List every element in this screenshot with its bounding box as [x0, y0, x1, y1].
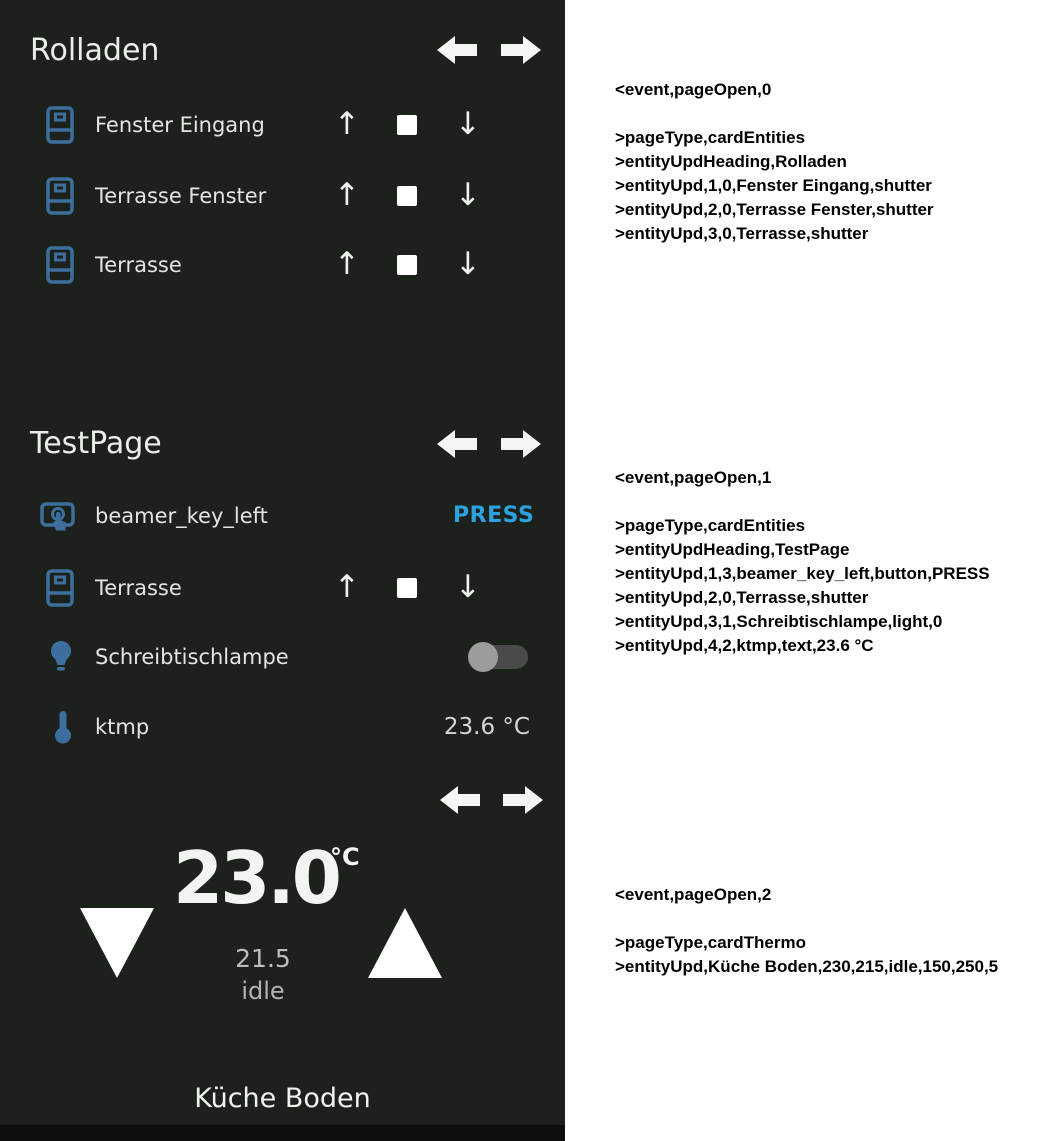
entity-name: Fenster Eingang [95, 113, 265, 137]
protocol-line: <event,pageOpen,0 [615, 80, 772, 99]
light-toggle[interactable] [468, 642, 528, 672]
toggle-knob [468, 642, 498, 672]
shutter-up-button[interactable]: ↑ [334, 177, 360, 213]
page-next-button[interactable] [501, 428, 541, 460]
entity-name: beamer_key_left [95, 504, 268, 528]
protocol-block-page0 [615, 78, 1035, 246]
thermometer-icon [54, 710, 72, 744]
shutter-up-button[interactable]: ↑ [334, 246, 360, 282]
entity-row-ktmp [0, 699, 565, 755]
page-prev-button[interactable] [437, 34, 477, 66]
panel-bottom-bezel [0, 1125, 565, 1141]
protocol-line: >pageType,cardEntities [615, 128, 806, 147]
protocol-line: <event,pageOpen,2 [615, 885, 772, 904]
window-shutter-icon [46, 569, 74, 607]
page-next-button[interactable] [501, 34, 541, 66]
entity-name: Terrasse [95, 253, 182, 277]
entity-row-fenster-eingang [0, 97, 565, 153]
protocol-block-page1 [615, 466, 1035, 658]
protocol-line: >entityUpd,2,0,Terrasse,shutter [615, 588, 869, 607]
thermo-state: idle [241, 977, 285, 1005]
protocol-line: >entityUpd,4,2,ktmp,text,23.6 °C [615, 636, 874, 655]
shutter-up-button[interactable]: ↑ [334, 569, 360, 605]
protocol-line: >entityUpd,1,3,beamer_key_left,button,PRESS [615, 564, 990, 583]
entity-row-terrasse [0, 237, 565, 293]
arrow-left-icon [440, 784, 480, 816]
protocol-line: >pageType,cardEntities [615, 516, 806, 535]
protocol-line: >pageType,cardThermo [615, 933, 806, 952]
shutter-up-button[interactable]: ↑ [334, 106, 360, 142]
arrow-right-icon [501, 428, 541, 460]
protocol-line: >entityUpd,3,1,Schreibtischlampe,light,0 [615, 612, 943, 631]
protocol-line: >entityUpd,Küche Boden,230,215,idle,150,250,5 [615, 957, 999, 976]
thermo-entity-name: Küche Boden [194, 1083, 371, 1114]
shutter-down-button[interactable]: ↓ [455, 569, 481, 605]
page-prev-button[interactable] [440, 784, 480, 816]
arrow-right-icon [503, 784, 543, 816]
page-heading: TestPage [30, 426, 162, 461]
temperature-value: 23.6 °C [443, 714, 530, 740]
protocol-line: >entityUpd,3,0,Terrasse,shutter [615, 224, 869, 243]
card-entities-rolladen [0, 0, 565, 420]
shutter-down-button[interactable]: ↓ [455, 246, 481, 282]
protocol-line: >entityUpdHeading,Rolladen [615, 152, 847, 171]
protocol-line: <event,pageOpen,1 [615, 468, 772, 487]
shutter-down-button[interactable]: ↓ [455, 106, 481, 142]
lightbulb-icon [49, 640, 73, 674]
card-entities-testpage [0, 420, 565, 770]
page-heading: Rolladen [30, 33, 160, 68]
window-shutter-icon [46, 177, 74, 215]
protocol-line: >entityUpd,1,0,Fenster Eingang,shutter [615, 176, 932, 195]
protocol-line: >entityUpdHeading,TestPage [615, 540, 850, 559]
entity-row-beamer-key-left [0, 488, 565, 544]
arrow-left-icon [437, 428, 477, 460]
press-button[interactable]: PRESS [453, 503, 535, 528]
page-prev-button[interactable] [437, 428, 477, 460]
arrow-left-icon [437, 34, 477, 66]
page-next-button[interactable] [503, 784, 543, 816]
thermo-temp-up-button[interactable] [368, 908, 442, 978]
window-shutter-icon [46, 106, 74, 144]
entity-row-terrasse-fenster [0, 168, 565, 224]
shutter-down-button[interactable]: ↓ [455, 177, 481, 213]
shutter-stop-button[interactable] [397, 255, 417, 275]
shutter-stop-button[interactable] [397, 115, 417, 135]
thermo-unit: °C [330, 843, 360, 871]
entity-row-schreibtischlampe [0, 629, 565, 685]
thermo-current-temp: 23.0 [173, 836, 339, 920]
entity-name: Terrasse [95, 576, 182, 600]
protocol-line: >entityUpd,2,0,Terrasse Fenster,shutter [615, 200, 934, 219]
shutter-stop-button[interactable] [397, 578, 417, 598]
gesture-tap-button-icon [40, 501, 78, 533]
window-shutter-icon [46, 246, 74, 284]
entity-row-terrasse [0, 560, 565, 616]
thermo-temp-down-button[interactable] [80, 908, 154, 978]
protocol-block-page2 [615, 883, 1035, 979]
entity-name: Schreibtischlampe [95, 645, 289, 669]
arrow-right-icon [501, 34, 541, 66]
entity-name: ktmp [95, 715, 150, 739]
entity-name: Terrasse Fenster [95, 184, 267, 208]
shutter-stop-button[interactable] [397, 186, 417, 206]
thermo-target-temp: 21.5 [235, 944, 291, 973]
